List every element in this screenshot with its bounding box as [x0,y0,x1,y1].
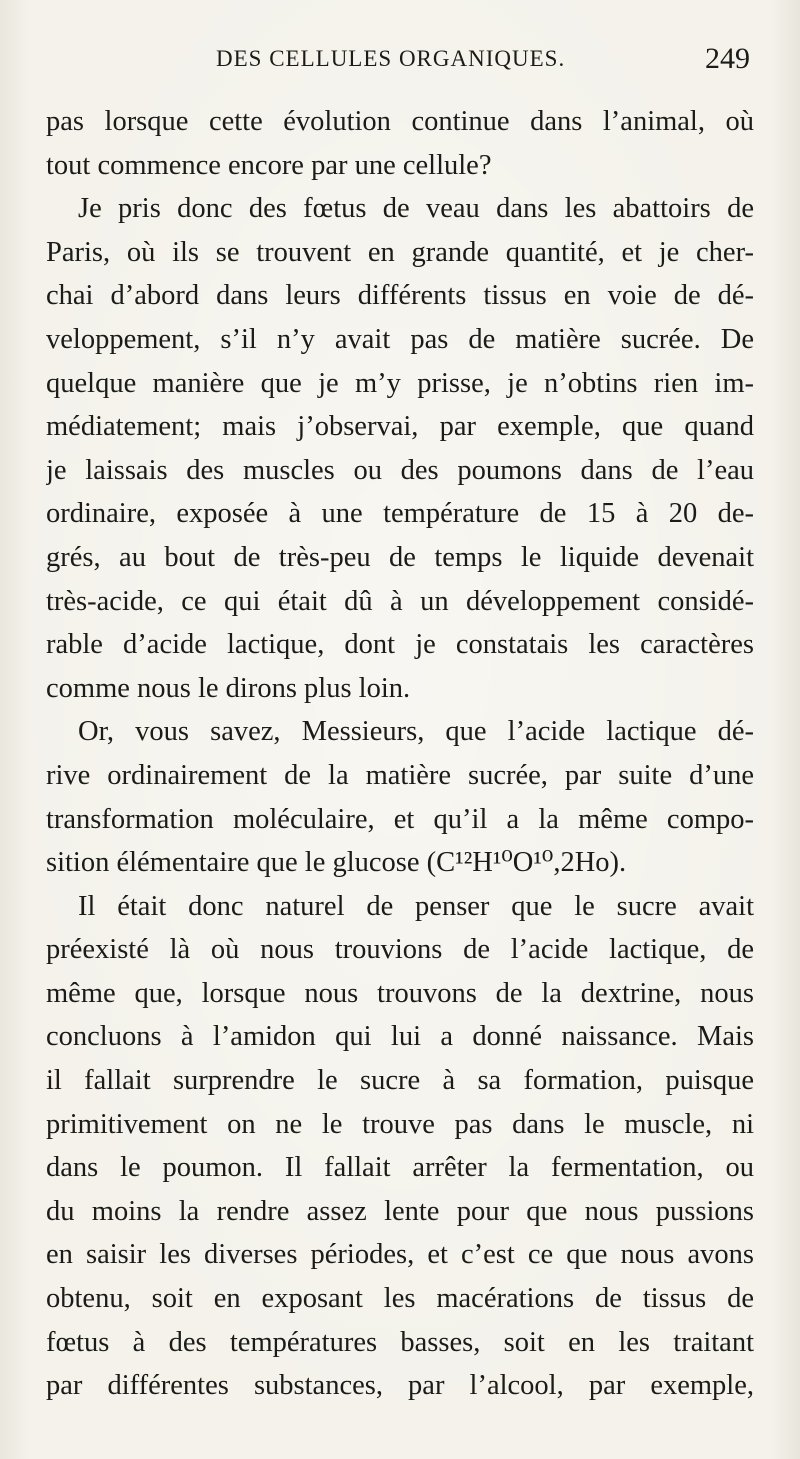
text-line: Or, vous savez, Messieurs, que l’acide lactique dé- [78,716,754,748]
text-line: concluons à l’amidon qui lui a donné naissance. Mais [46,1021,754,1053]
text-line: je laissais des muscles ou des poumons dans de l’eau [46,454,754,486]
running-header [46,42,754,82]
text-line: sition élémentaire que le glucose (C¹²H¹⁰O¹⁰,2Ho). [46,847,627,879]
text-line: dans le poumon. Il fallait arrêter la fermentation, ou [46,1152,754,1184]
text-line: quelque manière que je m’y prisse, je n’obtins rien im- [46,367,754,399]
text-line: en saisir les diverses périodes, et c’est ce que nous avons [46,1239,754,1271]
text-line: veloppement, s’il n’y avait pas de matière sucrée. De [46,323,754,355]
text-line: grés, au bout de très-peu de temps le liquide devenait [46,541,754,573]
text-line: transformation moléculaire, et qu’il a la même compo- [46,803,754,835]
text-line: comme nous le dirons plus loin. [46,672,411,704]
text-line: préexisté là où nous trouvions de l’acide lactique, de [46,934,754,966]
text-line: Il était donc naturel de penser que le sucre avait [78,890,754,922]
body-text [46,100,754,1408]
text-line: ordinaire, exposée à une température de 15 à 20 de- [46,498,754,530]
text-line: médiatement; mais j’observai, par exemple, que quand [46,411,754,443]
text-line: rable d’acide lactique, dont je constatais les caractères [46,629,754,661]
text-line: pas lorsque cette évolution continue dans l’animal, où [46,106,754,137]
text-line: très-acide, ce qui était dû à un développement considé- [46,585,754,617]
running-title: DES CELLULES ORGANIQUES. [216,46,566,71]
text-line: même que, lorsque nous trouvons de la dextrine, nous [46,977,754,1009]
text-line: tout commence encore par une cellule? [46,149,492,181]
text-line: Paris, où ils se trouvent en grande quantité, et je cher- [46,236,754,268]
text-line: du moins la rendre assez lente pour que nous pussions [46,1195,754,1227]
text-line: Je pris donc des fœtus de veau dans les abattoirs de [78,193,754,225]
text-line: chai d’abord dans leurs différents tissus en voie de dé- [46,280,754,312]
text-line: primitivement on ne le trouve pas dans le muscle, ni [46,1108,754,1140]
page-number: 249 [705,42,750,75]
text-line: fœtus à des températures basses, soit en les traitant [46,1326,754,1358]
text-line: il fallait surprendre le sucre à sa formation, puisque [46,1065,754,1097]
text-line: par différentes substances, par l’alcool, par exemple, [46,1370,754,1402]
text-line: obtenu, soit en exposant les macérations de tissus de [46,1283,754,1315]
text-line: rive ordinairement de la matière sucrée, par suite d’une [46,759,754,791]
